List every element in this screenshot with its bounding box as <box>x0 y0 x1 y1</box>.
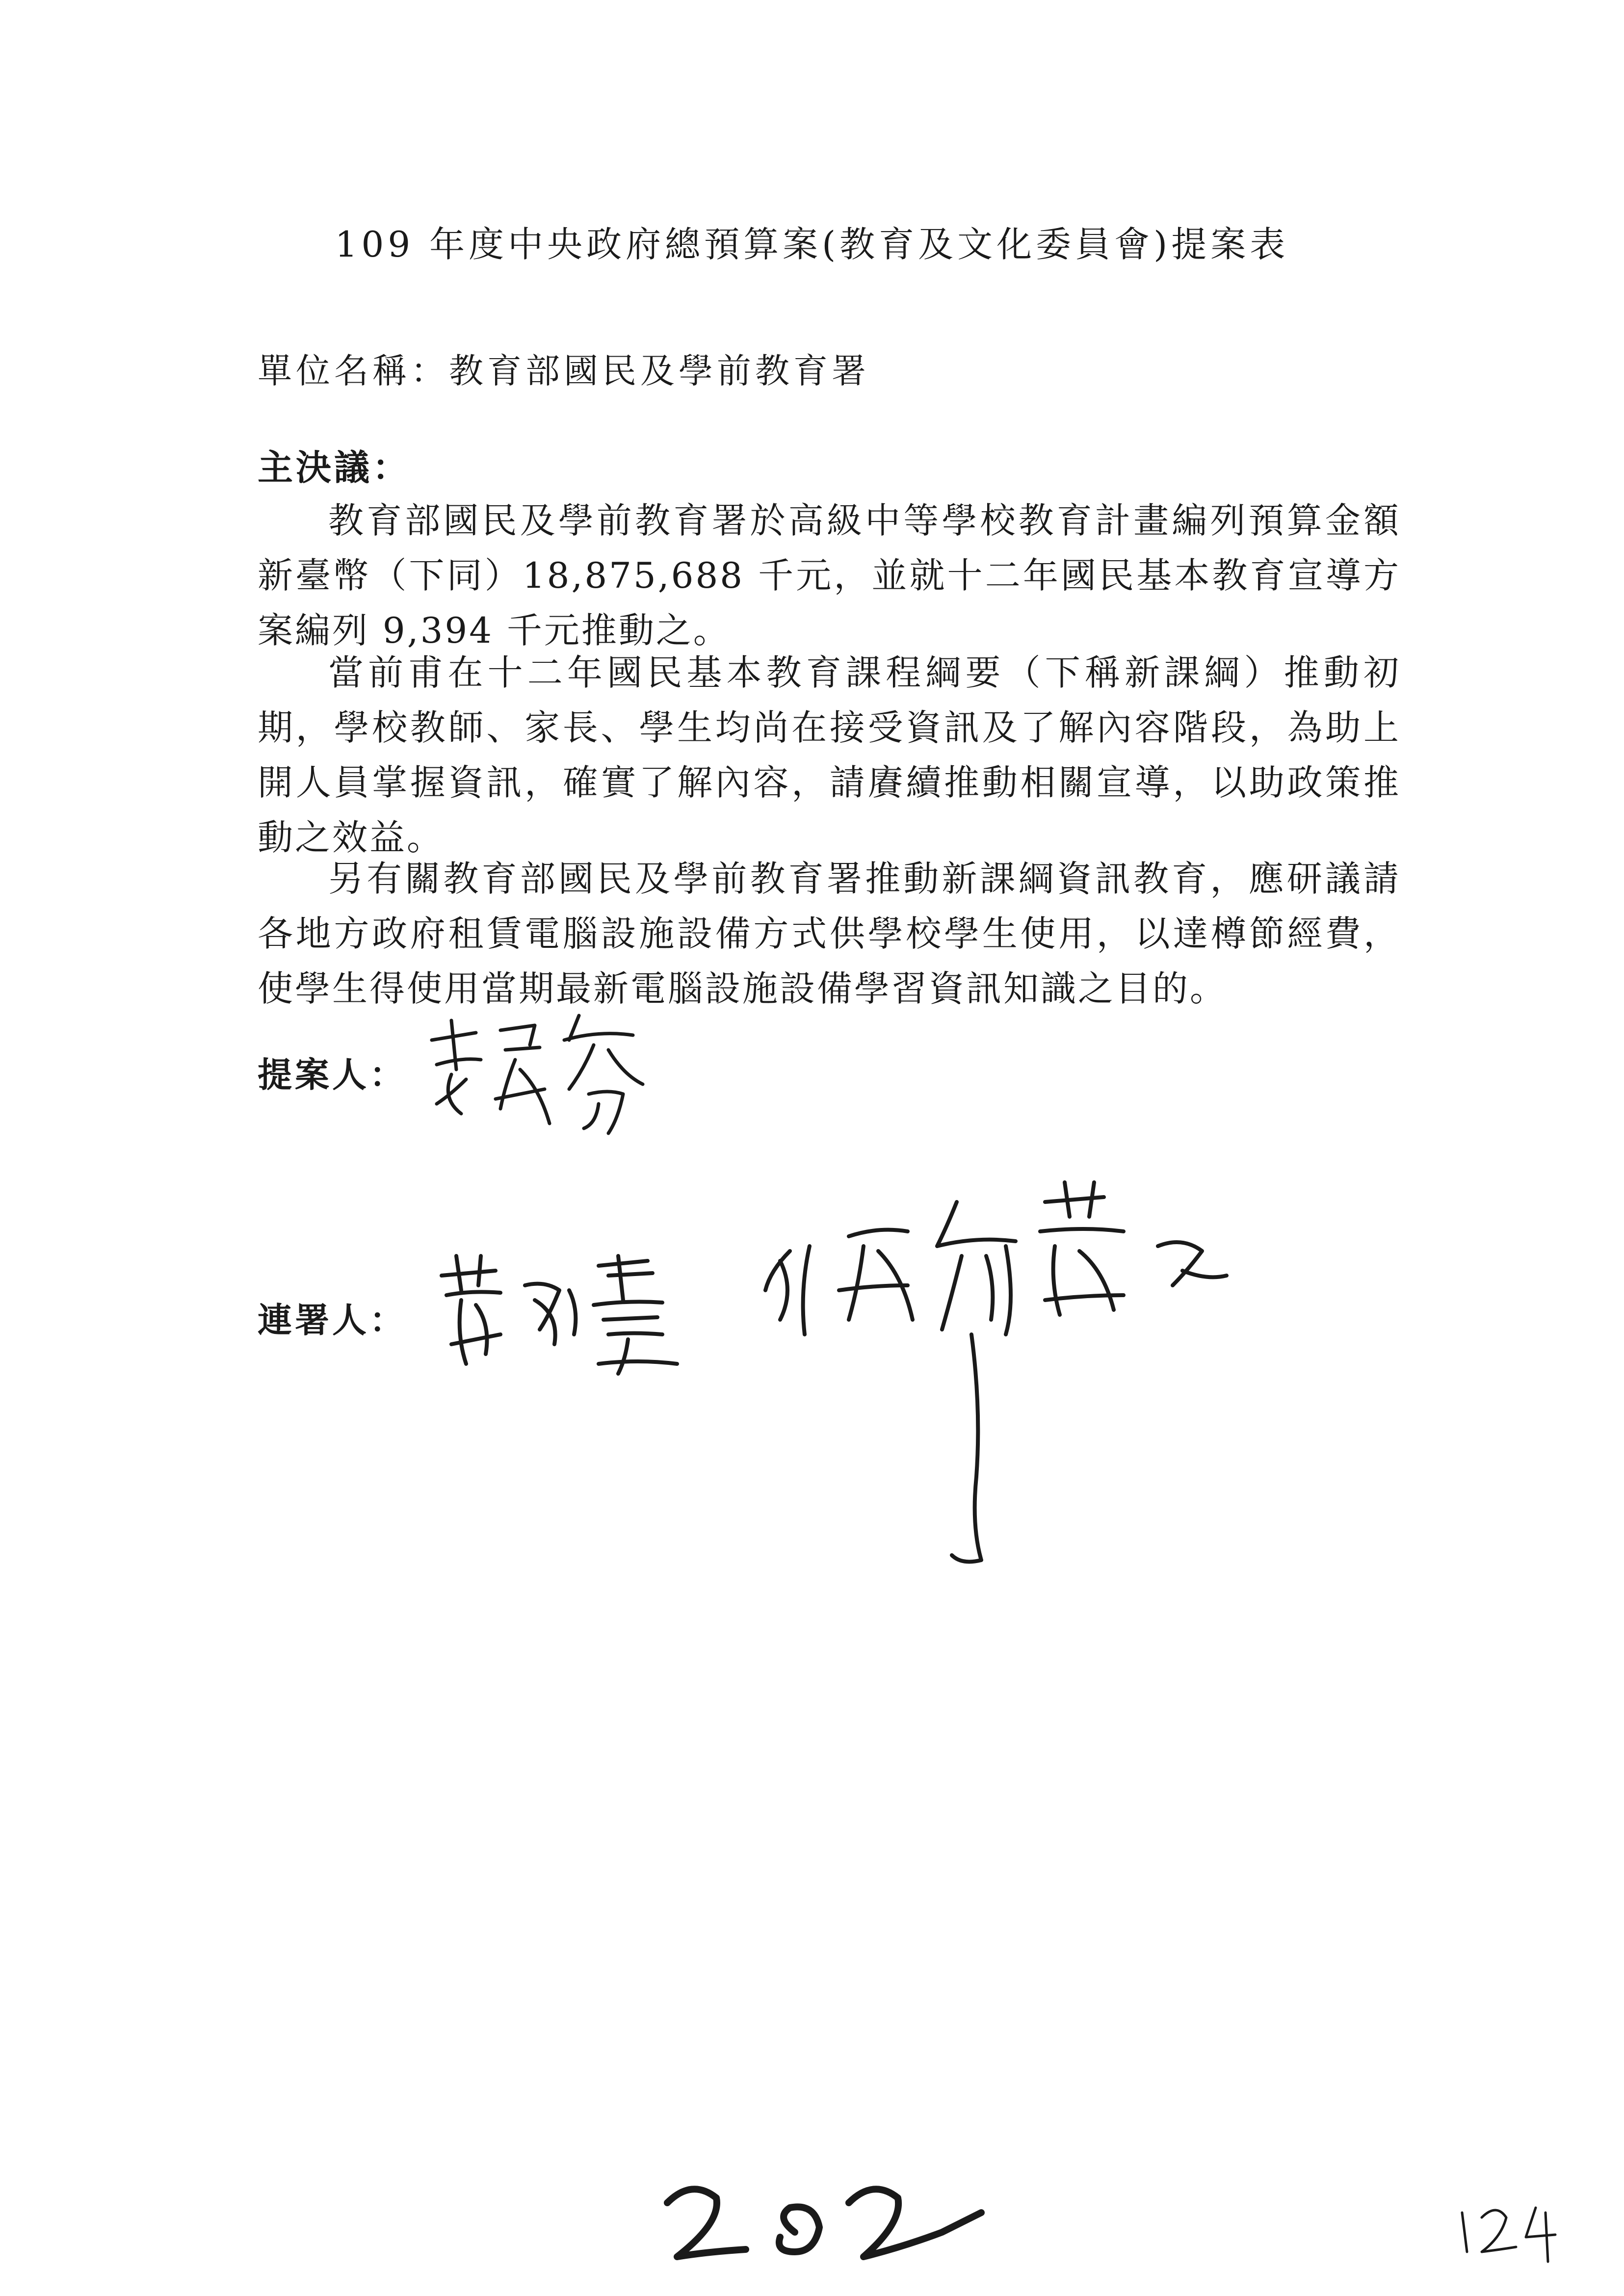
main-resolution-heading: 主決議： <box>258 447 411 488</box>
document-title: 109 年度中央政府總預算案(教育及文化委員會)提案表 <box>335 224 1289 265</box>
proposer-signature <box>422 1011 657 1138</box>
resolution-paragraph-2: 當前甫在十二年國民基本教育課程綱要（下稱新課綱）推動初期，學校教師、家長、學生均尚在接受資訊及了解內容階段，為助上開人員掌握資訊，確實了解內容，請賡續推動相關宣導，以助政策推動之效益。 <box>258 652 1401 858</box>
cosigner-label: 連署人： <box>258 1300 407 1340</box>
handwritten-page-number <box>648 2159 991 2276</box>
unit-name-line: 單位名稱：教育部國民及學前教育署 <box>258 351 870 391</box>
proposer-label: 提案人： <box>258 1055 407 1095</box>
resolution-paragraph-3: 另有關教育部國民及學前教育署推動新課綱資訊教育，應研議請各地方政府租賃電腦設施設備方式供學校學生使用，以達樽節經費，使學生得使用當期最新電腦設施設備學習資訊知識之目的。 <box>258 858 1401 1009</box>
cosigner-signature-2 <box>751 1173 1266 1594</box>
handwritten-corner-number <box>1452 2193 1565 2271</box>
cosigner-signature-1 <box>432 1246 707 1393</box>
resolution-paragraph-1: 教育部國民及學前教育署於高級中等學校教育計畫編列預算金額新臺幣（下同）18,875,688 千元，並就十二年國民基本教育宣導方案編列 9,394 千元推動之。 <box>258 500 1401 651</box>
